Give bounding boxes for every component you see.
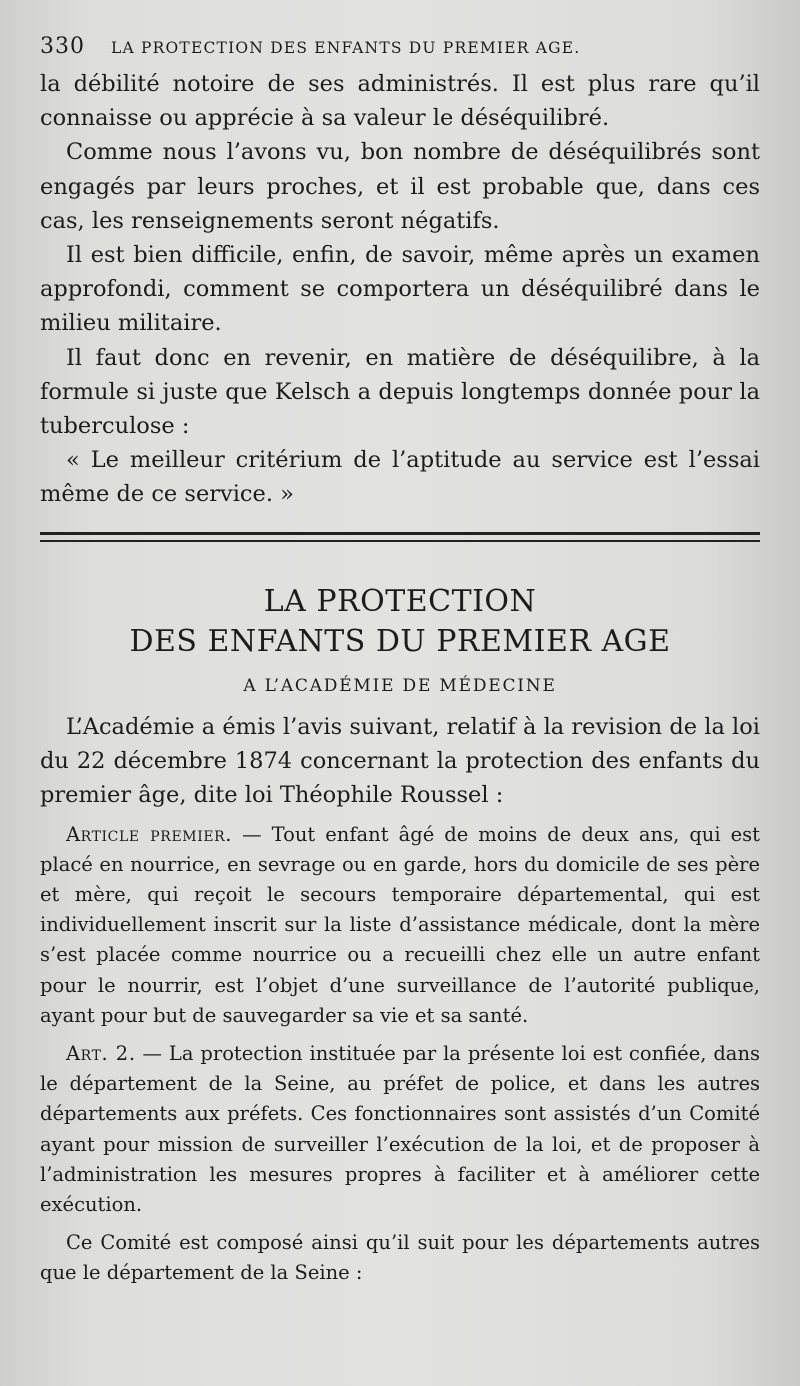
paragraph: Comme nous l’avons vu, bon nombre de déséquilibrés sont engagés par leurs proches, et il est probable que, dans ces cas, les renseignements seront négatifs. [40,139,760,234]
paragraph: Il est bien difficile, enfin, de savoir, même après un examen approfondi, comment se comportera un déséquilibré dans le milieu militaire. [40,242,760,337]
article-title-line: LA PROTECTION [263,583,537,619]
running-head [40,34,760,59]
running-title: LA PROTECTION DES ENFANTS DU PREMIER AGE. [111,39,581,57]
previous-article-text [40,67,760,512]
composition-paragraph: Ce Comité est composé ainsi qu’il suit pour les départements autres que le département de la Seine : [40,1231,760,1285]
page-number: 330 [40,34,85,59]
article-2-text: — La protection instituée par la présente loi est confiée, dans le département de la Seine, au préfet de police, et dans les autres départements aux préfets. Ces fonctionnaires sont assistés d’un Comité ayant pour mission de surveiller l’exécution de la loi, et de proposer à l’administration les mesures propres à faciliter et à améliorer cette exécution. [40,1042,761,1217]
paragraph: la débilité notoire de ses administrés. Il est plus rare qu’il connaisse ou apprécie à sa valeur le déséquilibré. [40,71,760,132]
paragraph: Il faut donc en revenir, en matière de déséquilibre, à la formule si juste que Kelsch a depuis longtemps donnée pour la tuberculose : [40,344,760,440]
article-title-line: DES ENFANTS DU PREMIER AGE [129,623,671,659]
article-1-text: — Tout enfant âgé de moins de deux ans, qui est placé en nourrice, en sevrage ou en garde, hors du domicile de ses père et mère, qui reçoit le secours temporaire départemental, qui est individuellement inscrit sur la liste d’assistance médicale, dont la mère s’est placée comme nourrice ou a recueilli chez elle un autre enfant pour le nourrir, est l’objet d’une surveillance de l’autorité publique, ayant pour but de sauvegarder sa vie et sa santé. [40,822,760,1027]
quotation: « Le meilleur critérium de l’aptitude au service est l’essai même de ce service. » [40,447,760,508]
article-title [40,582,760,662]
article-2 [40,1039,760,1220]
article-2-label: Art. 2. [66,1042,136,1066]
intro-paragraph: L’Académie a émis l’avis suivant, relatif à la revision de la loi du 22 décembre 1874 concernant la protection des enfants du premier âge, dite loi Théophile Roussel : [40,713,760,808]
article-1-label: Article premier. [66,822,233,846]
article-subtitle: A L’ACADÉMIE DE MÉDECINE [243,675,557,696]
article-1 [40,820,760,1031]
section-divider [40,532,760,542]
